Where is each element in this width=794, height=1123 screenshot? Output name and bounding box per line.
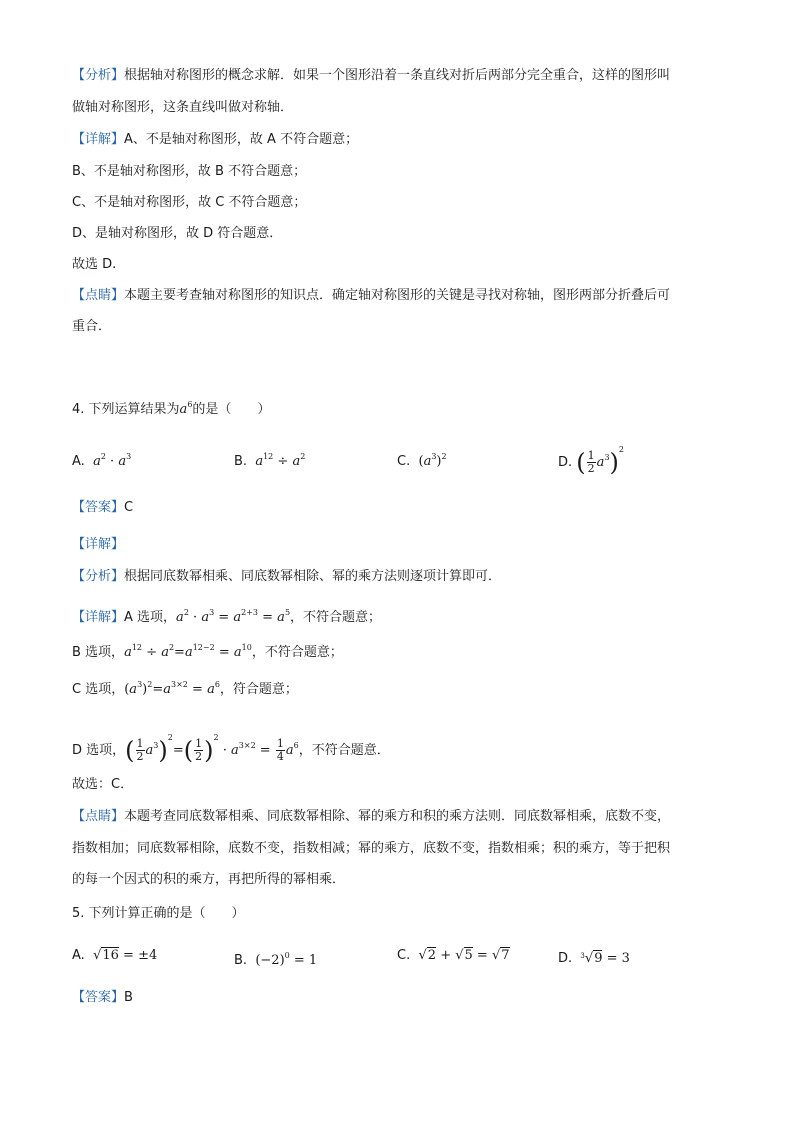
analysis-tag: 【分析】	[72, 68, 125, 83]
question-4-option-b: B. $a^{12} \div a^2$	[234, 452, 306, 469]
q4-detail-d-pre: D 选项，	[72, 743, 126, 758]
detail-line-d: D、是轴对称图形，故 D 符合题意．	[72, 226, 283, 241]
q5-option-d-label: D.	[558, 951, 573, 966]
q4-detail-a-pre: A 选项，	[124, 610, 177, 625]
answer-line-4	[72, 498, 133, 518]
analysis-line-1	[72, 66, 670, 86]
question-4-stem-post: 的是（ ）	[192, 402, 271, 417]
question-5-option-b: B. $(-2)^0 = 1$	[234, 951, 318, 968]
question-4-stem	[72, 395, 270, 420]
q4-analysis-tag: 【分析】	[72, 569, 125, 584]
q4-comment-line-3: 的每一个因式的积的乘方，再把所得的幂相乘．	[72, 872, 346, 887]
q5-option-b-label: B.	[234, 953, 248, 968]
question-5-option-a: A. √16 = ±4	[72, 948, 158, 963]
answer-value: C	[124, 500, 134, 515]
q5-option-c-label: C.	[397, 948, 411, 963]
q4-detail-a-post: ，不符合题意；	[290, 610, 382, 625]
question-4-option-d: D. ( $\frac{1}{2}$ $a^3)^2$	[558, 445, 624, 477]
option-b-label: B.	[234, 454, 248, 469]
q4-analysis-text: 根据同底数幂相乘、同底数幂相除、幂的乘方法则逐项计算即可．	[124, 569, 502, 584]
question-4-stem-var: a	[179, 402, 188, 417]
detail-text-a: A、不是轴对称图形，故 A 不符合题意；	[124, 132, 359, 147]
q5-option-a-label: A.	[72, 948, 85, 963]
question-4-stem-pre: 4. 下列运算结果为	[72, 402, 180, 417]
q4-analysis-line	[72, 567, 501, 587]
question-4-option-c: C. $(a^3)^2$	[397, 452, 447, 469]
q4-detail-c-pre: C 选项，	[72, 682, 125, 697]
q4-choose-line: 故选：C．	[72, 777, 134, 792]
detail-tag: 【详解】	[72, 132, 125, 147]
q4-comment-text-1: 本题考查同底数幂相乘、同底数幂相除、幂的乘方和积的乘方法则．同底数幂相乘，底数不变，	[124, 809, 671, 824]
q4-comment-line-2: 指数相加；同底数幂相除，底数不变，指数相减；幂的乘方，底数不变，指数相乘；积的乘方，等于把积	[72, 841, 671, 856]
q4-detail-b-pre: B 选项，	[72, 645, 125, 660]
q4-detail-b: B 选项，$a^{12} \div a^2=a^{12-2} = a^{10}$，不符合题意；	[72, 643, 343, 660]
question-5-option-d: D. $^3$√9 = 3	[558, 951, 630, 966]
analysis-line-2: 做轴对称图形，这条直线叫做对称轴．	[72, 100, 294, 115]
q5-answer-tag: 【答案】	[72, 990, 125, 1005]
comment-text-1: 本题主要考查轴对称图形的知识点．确定轴对称图形的关键是寻找对称轴，图形两部分折叠后可	[124, 288, 671, 303]
comment-line-1	[72, 286, 670, 306]
q4-detail-d: D 选项，( $\frac{1}{2}$ $a^3)^2=$( $\frac{1}{2}$ )$^2 \cdot a^{3\times 2}$ = $\frac{1}{4}$ $a^6$，不符合题意．	[72, 733, 390, 765]
q4-detail-b-post: ，不符合题意；	[251, 645, 343, 660]
question-5-option-c: C. √2 + √5 = √7	[397, 948, 510, 963]
option-d-label: D.	[558, 455, 573, 470]
question-5-stem: 5. 下列计算正确的是（ ）	[72, 906, 245, 921]
answer-line-5	[72, 988, 133, 1008]
question-4-option-a: A. $a^2 \cdot a^3$	[72, 452, 132, 469]
analysis-text-1: 根据轴对称图形的概念求解．如果一个图形沿着一条直线对折后两部分完全重合，这样的图形叫	[124, 68, 671, 83]
choose-line: 故选 D.	[72, 257, 117, 272]
option-a-label: A.	[72, 454, 85, 469]
question-4-stem-exp: 6	[187, 400, 193, 409]
detail-line-b: B、不是轴对称图形，故 B 不符合题意；	[72, 164, 307, 179]
answer-tag: 【答案】	[72, 500, 125, 515]
q4-comment-line-1	[72, 807, 670, 827]
detail-line-c: C、不是轴对称图形，故 C 不符合题意；	[72, 195, 307, 210]
option-c-label: C.	[397, 454, 411, 469]
q4-comment-tag: 【点睛】	[72, 809, 125, 824]
q4-detail-a: 【详解】A 选项，$a^2 \cdot a^3 = a^{2+3} = a^5$，不符合题意；	[72, 608, 382, 625]
q4-detail-tag: 【详解】	[72, 610, 125, 625]
q4-detail-c-post: ，符合题意；	[219, 682, 298, 697]
comment-tag: 【点睛】	[72, 288, 125, 303]
detail-heading: 【详解】	[72, 537, 125, 552]
q4-detail-c: C 选项，$(a^3)^2=a^{3\times 2} = a^6$，符合题意；	[72, 680, 298, 697]
q5-answer-value: B	[124, 990, 133, 1005]
q4-detail-d-post: ，不符合题意．	[298, 743, 390, 758]
detail-line-a	[72, 130, 358, 150]
comment-line-2: 重合．	[72, 319, 112, 334]
